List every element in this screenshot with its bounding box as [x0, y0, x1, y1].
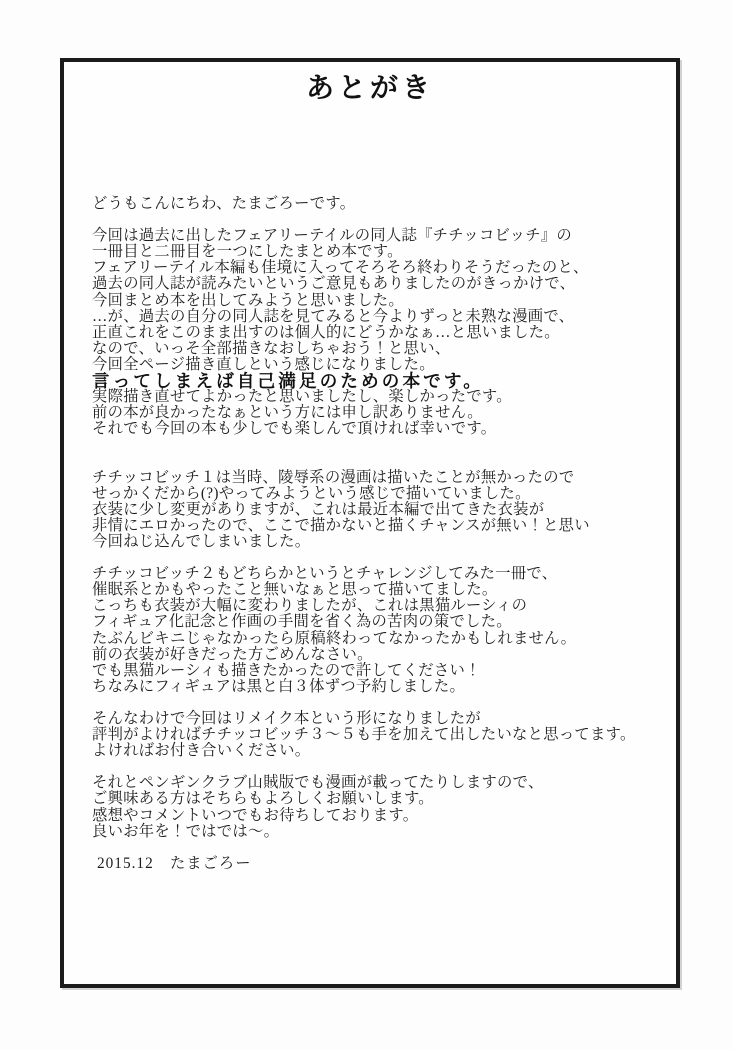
text-line: 前の本が良かったなぁという方には申し訳ありません。 — [92, 404, 483, 422]
text-line — [92, 212, 668, 228]
text-line: 言ってしまえば自己満足のための本です。 — [92, 371, 484, 392]
text-line: …が、過去の自分の同人誌を見てみると今よりずっと未熟な漫画で、 — [92, 307, 575, 325]
text-line: どうもこんにちわ、たまごろーです。 — [92, 195, 356, 212]
text-line: 催眠系とかもやったこと無いなぁと思って描いてました。 — [92, 581, 498, 599]
afterword-text — [92, 196, 668, 872]
signature-line: 2015.12 たまごろー — [97, 854, 252, 872]
text-line — [92, 437, 668, 453]
text-line: 非情にエロかったので、ここで描かないと描くチャンスが無い！と思い — [92, 516, 590, 534]
text-line: フェアリーテイル本編も佳境に入ってそろそろ終わりそうだったのと、 — [92, 259, 589, 277]
text-line: それとペンギンクラブ山賊版でも漫画が載ってたりしますので、 — [92, 774, 544, 792]
text-line: それでも今回の本も少しでも楽しんで頂ければ幸いです。 — [92, 420, 497, 438]
text-line: 今回まとめ本を出してみようと思いました。 — [92, 291, 404, 309]
text-line: たぶんビキニじゃなかったら原稿終わってなかったかもしれません。 — [92, 629, 577, 647]
text-line: ご興味ある方はそちらもよろしくお願いします。 — [92, 790, 434, 808]
text-line — [92, 759, 668, 775]
text-line: 今回は過去に出したフェアリーテイルの同人誌『チチッコビッチ』の — [92, 227, 572, 245]
text-line — [92, 454, 668, 470]
text-line: 正直これをこのまま出すのは個人的にどうかなぁ…と思いました。 — [92, 323, 560, 341]
text-line: 実際描き直せてよかったと思いましたし、楽しかったです。 — [92, 388, 512, 406]
page-title: あとがき — [305, 72, 434, 103]
text-line: フィギュア化記念と作画の手間を省く為の苦肉の策でした。 — [92, 613, 512, 631]
text-lines — [92, 196, 668, 856]
text-line: でも黒猫ルーシィも描きたかったので許してください！ — [92, 661, 481, 679]
text-line: チチッコビッチ２もどちらかというとチャレンジしてみた一冊で、 — [92, 565, 558, 583]
text-line — [92, 840, 668, 856]
text-line — [92, 550, 668, 566]
text-line: 衣装に少し変更がありますが、これは最近本編で出てきた衣装が — [92, 500, 545, 518]
text-line: なので、いっそ全部描きなおしちゃおう！と思い、 — [92, 339, 451, 357]
text-line: 評判がよければチチッコビッチ３～５も手を加えて出したいなと思ってます。 — [92, 726, 636, 744]
text-line: 良いお年を！ではでは～。 — [92, 822, 280, 840]
text-line: 過去の同人誌が読みたいというご意見もありましたのがきっかけで、 — [92, 275, 576, 293]
text-line: よければお付き合いください。 — [92, 742, 311, 760]
page-border-frame — [60, 58, 680, 988]
text-line: ちなみにフィギュアは黒と白３体ずつ予約しました。 — [92, 677, 466, 695]
text-line: チチッコビッチ１は当時、陵辱系の漫画は描いたことが無かったので — [92, 468, 575, 486]
text-line: 今回ねじ込んでしまいました。 — [92, 532, 311, 550]
text-line: 前の衣装が好きだった方ごめんなさい。 — [92, 645, 373, 663]
text-line: せっかくだから(?)やってみようという感じで描いていました。 — [92, 484, 531, 502]
text-line: 今回全ページ描き直しという感じになりました。 — [92, 355, 435, 373]
text-line — [92, 695, 668, 711]
text-line: 一冊目と二冊目を一つにしたまとめ本です。 — [92, 243, 403, 261]
text-line: こっちも衣装が大幅に変わりましたが、これは黒猫ルーシィの — [92, 597, 528, 615]
text-line: 感想やコメントいつでもお待ちしております。 — [92, 806, 419, 824]
text-line: そんなわけで今回はリメイク本という形になりましたが — [92, 710, 482, 727]
